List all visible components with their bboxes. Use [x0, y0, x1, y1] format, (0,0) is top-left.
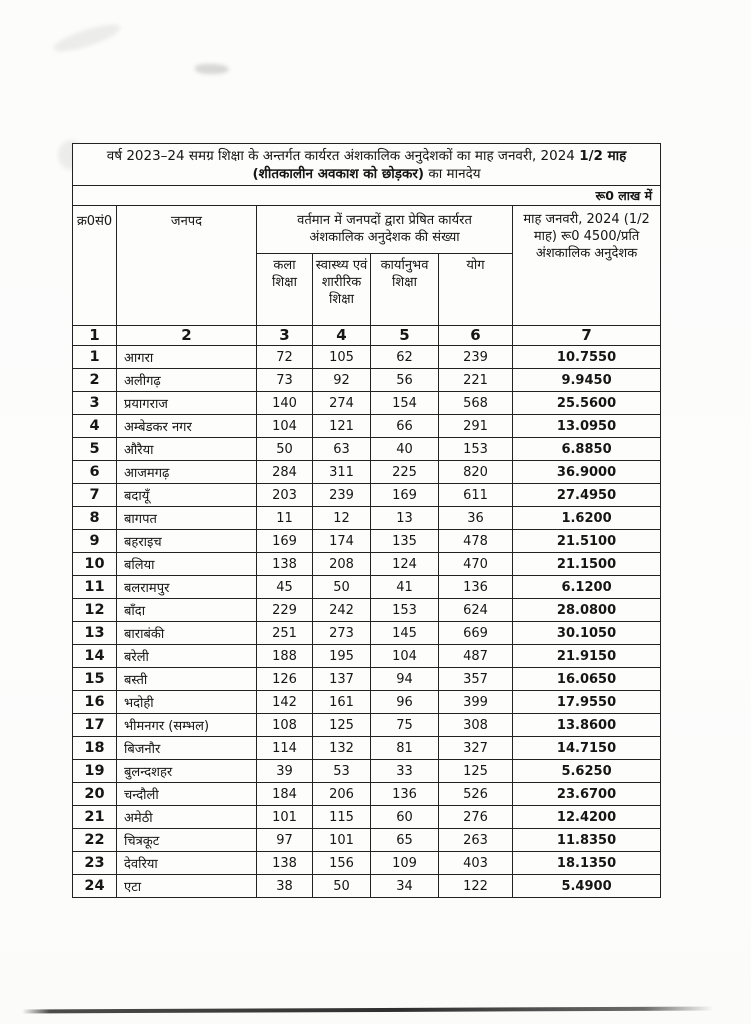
table-row — [73, 438, 661, 461]
title-line1-bold: 1/2 माह — [579, 148, 627, 164]
cell-district: बुलन्दशहर — [117, 760, 257, 783]
cell-swasthya-count: 239 — [313, 484, 371, 507]
cell-amount: 36.9000 — [513, 461, 661, 484]
cell-serial: 20 — [73, 783, 117, 806]
column-number: 3 — [257, 326, 313, 346]
cell-karyanubhav-count: 153 — [371, 599, 439, 622]
column-number: 6 — [439, 326, 513, 346]
cell-swasthya-count: 242 — [313, 599, 371, 622]
cell-karyanubhav-count: 145 — [371, 622, 439, 645]
cell-swasthya-count: 156 — [313, 852, 371, 875]
cell-yog-total: 399 — [439, 691, 513, 714]
cell-amount: 14.7150 — [513, 737, 661, 760]
table-body — [73, 346, 661, 898]
cell-serial: 15 — [73, 668, 117, 691]
cell-kala-count: 251 — [257, 622, 313, 645]
cell-yog-total: 308 — [439, 714, 513, 737]
table-row — [73, 553, 661, 576]
cell-swasthya-count: 273 — [313, 622, 371, 645]
cell-amount: 25.5600 — [513, 392, 661, 415]
header-kala-shiksha: कला शिक्षा — [257, 254, 313, 326]
cell-amount: 21.9150 — [513, 645, 661, 668]
table-row — [73, 507, 661, 530]
cell-swasthya-count: 311 — [313, 461, 371, 484]
cell-kala-count: 101 — [257, 806, 313, 829]
cell-kala-count: 203 — [257, 484, 313, 507]
cell-swasthya-count: 92 — [313, 369, 371, 392]
cell-serial: 3 — [73, 392, 117, 415]
cell-swasthya-count: 132 — [313, 737, 371, 760]
cell-swasthya-count: 208 — [313, 553, 371, 576]
cell-serial: 10 — [73, 553, 117, 576]
cell-amount: 21.5100 — [513, 530, 661, 553]
table-row — [73, 576, 661, 599]
table-row — [73, 461, 661, 484]
cell-kala-count: 140 — [257, 392, 313, 415]
cell-amount: 17.9550 — [513, 691, 661, 714]
cell-district: अमेठी — [117, 806, 257, 829]
cell-karyanubhav-count: 124 — [371, 553, 439, 576]
cell-swasthya-count: 274 — [313, 392, 371, 415]
cell-amount: 28.0800 — [513, 599, 661, 622]
cell-amount: 23.6700 — [513, 783, 661, 806]
cell-kala-count: 73 — [257, 369, 313, 392]
cell-swasthya-count: 161 — [313, 691, 371, 714]
cell-district: अम्बेडकर नगर — [117, 415, 257, 438]
header-group-count: वर्तमान में जनपदों द्वारा प्रेषित कार्यरत अंशकालिक अनुदेशक की संख्या — [257, 206, 513, 254]
cell-swasthya-count: 115 — [313, 806, 371, 829]
cell-karyanubhav-count: 13 — [371, 507, 439, 530]
cell-karyanubhav-count: 62 — [371, 346, 439, 369]
cell-kala-count: 114 — [257, 737, 313, 760]
cell-kala-count: 104 — [257, 415, 313, 438]
cell-yog-total: 568 — [439, 392, 513, 415]
table-row — [73, 484, 661, 507]
cell-district: अलीगढ़ — [117, 369, 257, 392]
cell-serial: 13 — [73, 622, 117, 645]
cell-karyanubhav-count: 135 — [371, 530, 439, 553]
cell-serial: 21 — [73, 806, 117, 829]
unit-note-row — [73, 186, 661, 206]
cell-district: बस्ती — [117, 668, 257, 691]
cell-karyanubhav-count: 33 — [371, 760, 439, 783]
table-row — [73, 783, 661, 806]
cell-district: औरैया — [117, 438, 257, 461]
cell-district: भीमनगर (सम्भल) — [117, 714, 257, 737]
table-row — [73, 392, 661, 415]
cell-amount: 11.8350 — [513, 829, 661, 852]
cell-swasthya-count: 12 — [313, 507, 371, 530]
cell-karyanubhav-count: 96 — [371, 691, 439, 714]
cell-amount: 13.8600 — [513, 714, 661, 737]
cell-kala-count: 138 — [257, 553, 313, 576]
title-line1-text: वर्ष 2023–24 समग्र शिक्षा के अन्तर्गत कार्यरत अंशकालिक अनुदेशकों का माह जनवरी, 2024 — [106, 148, 580, 164]
cell-serial: 19 — [73, 760, 117, 783]
cell-swasthya-count: 50 — [313, 576, 371, 599]
cell-district: बहराइच — [117, 530, 257, 553]
cell-karyanubhav-count: 81 — [371, 737, 439, 760]
table-row — [73, 714, 661, 737]
cell-yog-total: 221 — [439, 369, 513, 392]
cell-yog-total: 153 — [439, 438, 513, 461]
title-line2-bold: (शीतकालीन अवकाश को छोड़कर) — [252, 166, 425, 183]
cell-district: आजमगढ़ — [117, 461, 257, 484]
cell-serial: 18 — [73, 737, 117, 760]
column-number: 7 — [513, 326, 661, 346]
cell-yog-total: 136 — [439, 576, 513, 599]
cell-amount: 6.1200 — [513, 576, 661, 599]
cell-karyanubhav-count: 60 — [371, 806, 439, 829]
cell-amount: 18.1350 — [513, 852, 661, 875]
cell-swasthya-count: 50 — [313, 875, 371, 898]
cell-karyanubhav-count: 65 — [371, 829, 439, 852]
cell-serial: 16 — [73, 691, 117, 714]
cell-karyanubhav-count: 41 — [371, 576, 439, 599]
cell-serial: 14 — [73, 645, 117, 668]
cell-amount: 6.8850 — [513, 438, 661, 461]
cell-serial: 17 — [73, 714, 117, 737]
document-title — [73, 144, 661, 186]
cell-kala-count: 188 — [257, 645, 313, 668]
cell-kala-count: 284 — [257, 461, 313, 484]
table-row — [73, 691, 661, 714]
column-number: 5 — [371, 326, 439, 346]
cell-serial: 5 — [73, 438, 117, 461]
cell-karyanubhav-count: 136 — [371, 783, 439, 806]
table-row — [73, 622, 661, 645]
scan-smudge — [51, 20, 123, 57]
cell-serial: 23 — [73, 852, 117, 875]
cell-district: आगरा — [117, 346, 257, 369]
cell-serial: 6 — [73, 461, 117, 484]
cell-karyanubhav-count: 225 — [371, 461, 439, 484]
cell-karyanubhav-count: 75 — [371, 714, 439, 737]
cell-kala-count: 229 — [257, 599, 313, 622]
cell-kala-count: 142 — [257, 691, 313, 714]
cell-swasthya-count: 105 — [313, 346, 371, 369]
cell-district: चन्दौली — [117, 783, 257, 806]
cell-yog-total: 611 — [439, 484, 513, 507]
cell-swasthya-count: 63 — [313, 438, 371, 461]
table-row — [73, 852, 661, 875]
table-row — [73, 369, 661, 392]
cell-karyanubhav-count: 104 — [371, 645, 439, 668]
cell-karyanubhav-count: 40 — [371, 438, 439, 461]
cell-swasthya-count: 195 — [313, 645, 371, 668]
cell-kala-count: 108 — [257, 714, 313, 737]
cell-amount: 9.9450 — [513, 369, 661, 392]
table-row — [73, 599, 661, 622]
cell-district: बागपत — [117, 507, 257, 530]
cell-swasthya-count: 101 — [313, 829, 371, 852]
cell-yog-total: 291 — [439, 415, 513, 438]
cell-district: प्रयागराज — [117, 392, 257, 415]
cell-district: बलरामपुर — [117, 576, 257, 599]
cell-yog-total: 327 — [439, 737, 513, 760]
cell-amount: 5.4900 — [513, 875, 661, 898]
cell-amount: 5.6250 — [513, 760, 661, 783]
cell-serial: 7 — [73, 484, 117, 507]
cell-yog-total: 478 — [439, 530, 513, 553]
table-row — [73, 415, 661, 438]
cell-kala-count: 50 — [257, 438, 313, 461]
cell-yog-total: 470 — [439, 553, 513, 576]
honorarium-table — [72, 143, 661, 898]
cell-amount: 16.0650 — [513, 668, 661, 691]
cell-yog-total: 122 — [439, 875, 513, 898]
cell-district: एटा — [117, 875, 257, 898]
cell-amount: 1.6200 — [513, 507, 661, 530]
cell-kala-count: 38 — [257, 875, 313, 898]
cell-karyanubhav-count: 56 — [371, 369, 439, 392]
column-number: 4 — [313, 326, 371, 346]
cell-kala-count: 72 — [257, 346, 313, 369]
cell-district: बलिया — [117, 553, 257, 576]
cell-swasthya-count: 206 — [313, 783, 371, 806]
cell-yog-total: 357 — [439, 668, 513, 691]
cell-amount: 21.1500 — [513, 553, 661, 576]
cell-amount: 12.4200 — [513, 806, 661, 829]
cell-amount: 27.4950 — [513, 484, 661, 507]
cell-serial: 12 — [73, 599, 117, 622]
cell-swasthya-count: 125 — [313, 714, 371, 737]
cell-karyanubhav-count: 34 — [371, 875, 439, 898]
table-row — [73, 875, 661, 898]
cell-amount: 13.0950 — [513, 415, 661, 438]
cell-serial: 4 — [73, 415, 117, 438]
header-yog: योग — [439, 254, 513, 326]
table-row — [73, 737, 661, 760]
table-row — [73, 645, 661, 668]
cell-yog-total: 239 — [439, 346, 513, 369]
scan-edge-line — [22, 1006, 714, 1013]
header-karyanubhav-shiksha: कार्यानुभव शिक्षा — [371, 254, 439, 326]
cell-serial: 1 — [73, 346, 117, 369]
column-number-row — [73, 326, 661, 346]
cell-district: बाराबंकी — [117, 622, 257, 645]
cell-serial: 11 — [73, 576, 117, 599]
title-row — [73, 144, 661, 186]
unit-note: रू0 लाख में — [73, 186, 661, 206]
cell-district: बाँदा — [117, 599, 257, 622]
cell-kala-count: 97 — [257, 829, 313, 852]
table-row — [73, 346, 661, 369]
cell-yog-total: 125 — [439, 760, 513, 783]
cell-swasthya-count: 53 — [313, 760, 371, 783]
header-serial: क्र0सं0 — [73, 206, 117, 326]
table-row — [73, 668, 661, 691]
cell-karyanubhav-count: 66 — [371, 415, 439, 438]
cell-yog-total: 36 — [439, 507, 513, 530]
cell-kala-count: 126 — [257, 668, 313, 691]
cell-serial: 22 — [73, 829, 117, 852]
header-row-main — [73, 206, 661, 254]
cell-yog-total: 487 — [439, 645, 513, 668]
cell-district: बदायूँ — [117, 484, 257, 507]
cell-district: चित्रकूट — [117, 829, 257, 852]
table-row — [73, 806, 661, 829]
cell-yog-total: 526 — [439, 783, 513, 806]
cell-district: भदोही — [117, 691, 257, 714]
cell-swasthya-count: 121 — [313, 415, 371, 438]
scan-smudge — [195, 64, 229, 74]
table-row — [73, 760, 661, 783]
cell-serial: 24 — [73, 875, 117, 898]
column-number: 2 — [117, 326, 257, 346]
cell-district: बिजनौर — [117, 737, 257, 760]
cell-kala-count: 11 — [257, 507, 313, 530]
cell-karyanubhav-count: 169 — [371, 484, 439, 507]
cell-yog-total: 624 — [439, 599, 513, 622]
header-amount: माह जनवरी, 2024 (1/2 माह) रू0 4500/प्रति अंशकालिक अनुदेशक — [513, 206, 661, 326]
cell-kala-count: 169 — [257, 530, 313, 553]
cell-karyanubhav-count: 154 — [371, 392, 439, 415]
cell-amount: 30.1050 — [513, 622, 661, 645]
cell-yog-total: 669 — [439, 622, 513, 645]
cell-karyanubhav-count: 94 — [371, 668, 439, 691]
cell-serial: 9 — [73, 530, 117, 553]
column-number: 1 — [73, 326, 117, 346]
cell-swasthya-count: 137 — [313, 668, 371, 691]
table-row — [73, 829, 661, 852]
cell-district: बरेली — [117, 645, 257, 668]
header-district: जनपद — [117, 206, 257, 326]
header-swasthya-shiksha: स्वास्थ्य एवं शारीरिक शिक्षा — [313, 254, 371, 326]
cell-kala-count: 45 — [257, 576, 313, 599]
cell-yog-total: 276 — [439, 806, 513, 829]
cell-amount: 10.7550 — [513, 346, 661, 369]
cell-swasthya-count: 174 — [313, 530, 371, 553]
table-row — [73, 530, 661, 553]
cell-kala-count: 184 — [257, 783, 313, 806]
cell-district: देवरिया — [117, 852, 257, 875]
cell-serial: 8 — [73, 507, 117, 530]
cell-yog-total: 263 — [439, 829, 513, 852]
cell-yog-total: 403 — [439, 852, 513, 875]
cell-karyanubhav-count: 109 — [371, 852, 439, 875]
cell-serial: 2 — [73, 369, 117, 392]
cell-kala-count: 138 — [257, 852, 313, 875]
title-line2-text: का मानदेय — [424, 166, 481, 183]
cell-yog-total: 820 — [439, 461, 513, 484]
cell-kala-count: 39 — [257, 760, 313, 783]
